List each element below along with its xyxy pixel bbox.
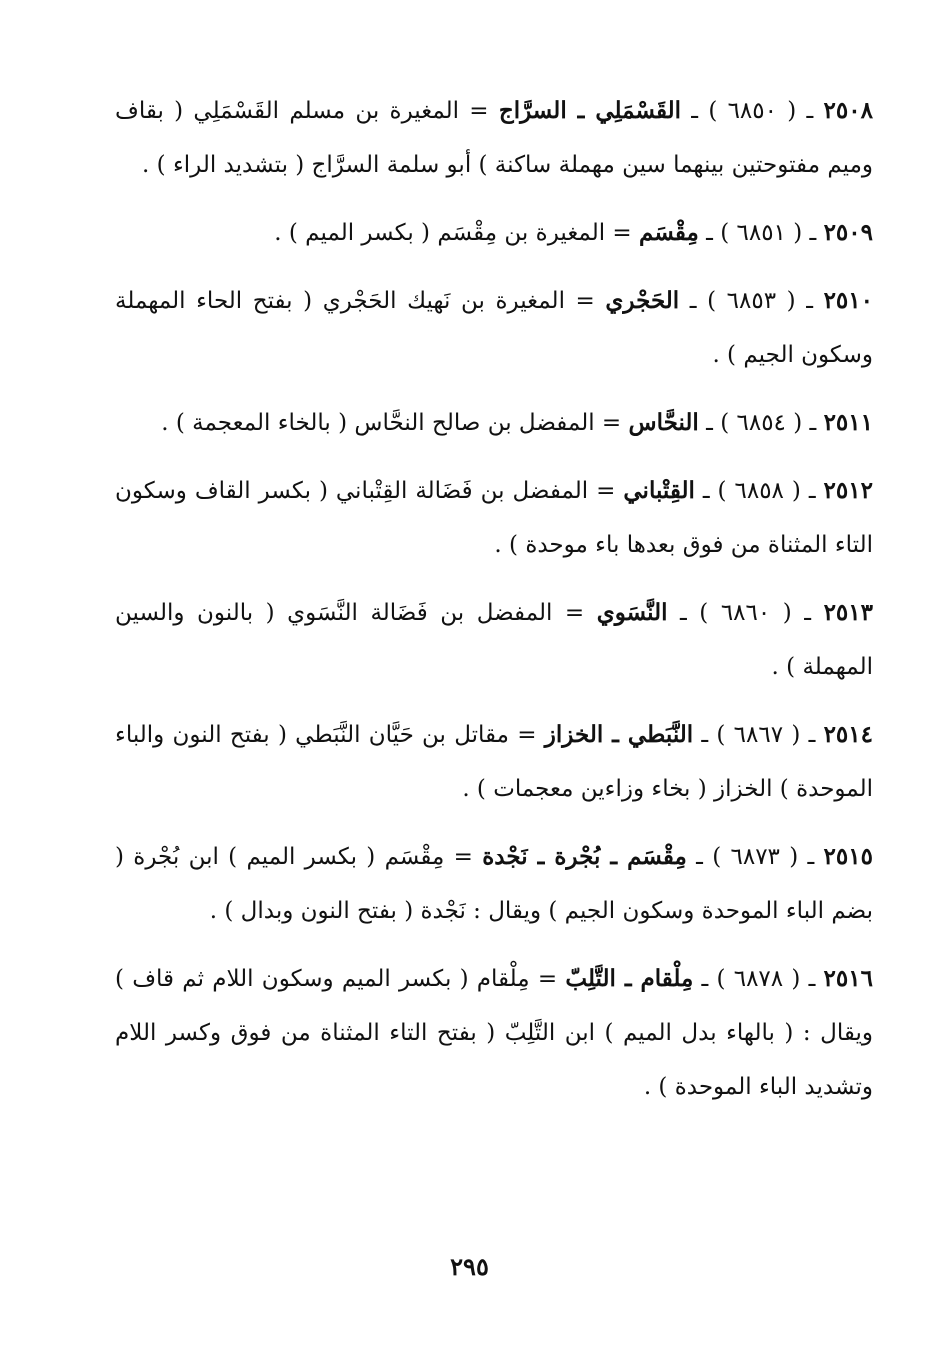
entry-number: ٢٥١٦: [823, 965, 873, 992]
entry: ٢٥١٢ ـ ( ٦٨٥٨ ) ـ القِتْباني = المفضل بن فَضَالة القِتْباني ( بكسر القاف وسكون التاء المثناة من فوق بعدها باء موحدة ) .: [115, 477, 873, 558]
entry-number: ٢٥١٤: [823, 721, 873, 748]
entry-reference: ( ٦٨٧٨ ): [716, 966, 801, 992]
entry-number: ٢٥١١: [823, 409, 873, 436]
entry-heading: مِلْقام ـ التَّلِبّ: [565, 965, 694, 992]
entry: ٢٥١٥ ـ ( ٦٨٧٣ ) ـ مِقْسَم ـ بُجْرة ـ نَجْدة = مِقْسَم ( بكسر الميم ) ابن بُجْرة ( بضم الباء الموحدة وسكون الجيم ) ويقال : نَجْدة ( بفتح النون وبدال ) .: [115, 843, 873, 924]
entry: ٢٥١٣ ـ ( ٦٨٦٠ ) ـ النَّسَوي = المفضل بن فَضَالة النَّسَوي ( بالنون والسين المهملة ) .: [115, 599, 873, 680]
entry: ٢٥١٦ ـ ( ٦٨٧٨ ) ـ مِلْقام ـ التَّلِبّ = مِلْقام ( بكسر الميم وسكون اللام ثم قاف ) ويقال : ( بالهاء بدل الميم ) ابن التَّلِبّ ( بفتح التاء المثناة من فوق وكسر اللام وتشديد الباء الموحدة ) .: [115, 965, 873, 1100]
entry-heading: النحَّاس: [628, 409, 699, 436]
entry-reference: ( ٦٨٥١ ): [720, 220, 803, 246]
entry-text: مِقْسَم ( بكسر الميم ) ابن بُجْرة ( بضم الباء الموحدة وسكون الجيم ) ويقال : نَجْدة ( بفتح النون وبدال ) .: [115, 844, 873, 924]
page-number: ٢٩٥: [450, 1252, 489, 1281]
entry-heading: مِقْسَم ـ بُجْرة ـ نَجْدة: [482, 843, 687, 870]
entry-reference: ( ٦٨٥٣ ): [707, 288, 796, 314]
entry-heading: النَّسَوي: [596, 599, 668, 626]
entry-text: المغيرة بن مسلم القَسْمَلِي ( بقاف وميم مفتوحتين بينهما سين مهملة ساكنة ) أبو سلمة السرَّاج ( بتشديد الراء ) .: [115, 98, 873, 178]
entry: ٢٥٠٨ ـ ( ٦٨٥٠ ) ـ القَسْمَلِي ـ السرَّاج = المغيرة بن مسلم القَسْمَلِي ( بقاف وميم مفتوحتين بينهما سين مهملة ساكنة ) أبو سلمة السرَّاج ( بتشديد الراء ) .: [115, 97, 873, 178]
entry-reference: ( ٦٨٧٣ ): [712, 844, 799, 870]
entry-text: المغيرة بن نَهيك الحَجْري ( بفتح الحاء المهملة وسكون الجيم ) .: [115, 288, 873, 368]
entry-number: ٢٥١٠: [823, 287, 873, 314]
entry-heading: القِتْباني: [623, 477, 695, 504]
entry-number: ٢٥٠٩: [823, 219, 873, 246]
entry-text: مقاتل بن حَيَّان النَّبَطي ( بفتح النون والباء الموحدة ) الخزاز ( بخاء وزاءين معجمات ) .: [115, 722, 873, 802]
entry-number: ٢٥١٥: [823, 843, 873, 870]
entry-heading: مِقْسَم: [639, 219, 699, 246]
entry-reference: ( ٦٨٦٧ ): [716, 722, 801, 748]
entry: ٢٥١١ ـ ( ٦٨٥٤ ) ـ النحَّاس = المفضل بن صالح النحَّاس ( بالخاء المعجمة ) .: [161, 409, 873, 436]
entry-heading: القَسْمَلِي ـ السرَّاج: [498, 97, 682, 124]
entry-text: المفضل بن صالح النحَّاس ( بالخاء المعجمة ) .: [161, 410, 595, 436]
entry: ٢٥١٤ ـ ( ٦٨٦٧ ) ـ النَّبَطي ـ الخزاز = مقاتل بن حَيَّان النَّبَطي ( بفتح النون والباء الموحدة ) الخزاز ( بخاء وزاءين معجمات ) .: [115, 721, 873, 802]
entry-text: المفضل بن فَضَالة النَّسَوي ( بالنون والسين المهملة ) .: [115, 600, 873, 680]
entry-reference: ( ٦٨٥٨ ): [717, 478, 801, 504]
entry-reference: ( ٦٨٥٠ ): [708, 98, 797, 124]
entries-list: [115, 84, 873, 1128]
entry-text: مِلْقام ( بكسر الميم وسكون اللام ثم قاف ) ويقال : ( بالهاء بدل الميم ) ابن التَّلِبّ ( بفتح التاء المثناة من فوق وكسر اللام وتشديد الباء الموحدة ) .: [115, 966, 873, 1100]
entry-heading: النَّبَطي ـ الخزاز: [544, 721, 694, 748]
entry-reference: ( ٦٨٦٠ ): [699, 600, 792, 626]
entry-number: ٢٥١٣: [823, 599, 873, 626]
entry-text: المغيرة بن مِقْسَم ( بكسر الميم ) .: [274, 220, 606, 246]
entry-number: ٢٥٠٨: [823, 97, 873, 124]
entry-reference: ( ٦٨٥٤ ): [720, 410, 803, 436]
entry-text: المفضل بن فَضَالة القِتْباني ( بكسر القاف وسكون التاء المثناة من فوق بعدها باء موحدة ) .: [115, 478, 873, 558]
entry-heading: الحَجْري: [605, 287, 680, 314]
entry-number: ٢٥١٢: [823, 477, 873, 504]
entry: ٢٥١٠ ـ ( ٦٨٥٣ ) ـ الحَجْري = المغيرة بن نَهيك الحَجْري ( بفتح الحاء المهملة وسكون الجيم ) .: [115, 287, 873, 368]
entry: ٢٥٠٩ ـ ( ٦٨٥١ ) ـ مِقْسَم = المغيرة بن مِقْسَم ( بكسر الميم ) .: [274, 219, 873, 246]
